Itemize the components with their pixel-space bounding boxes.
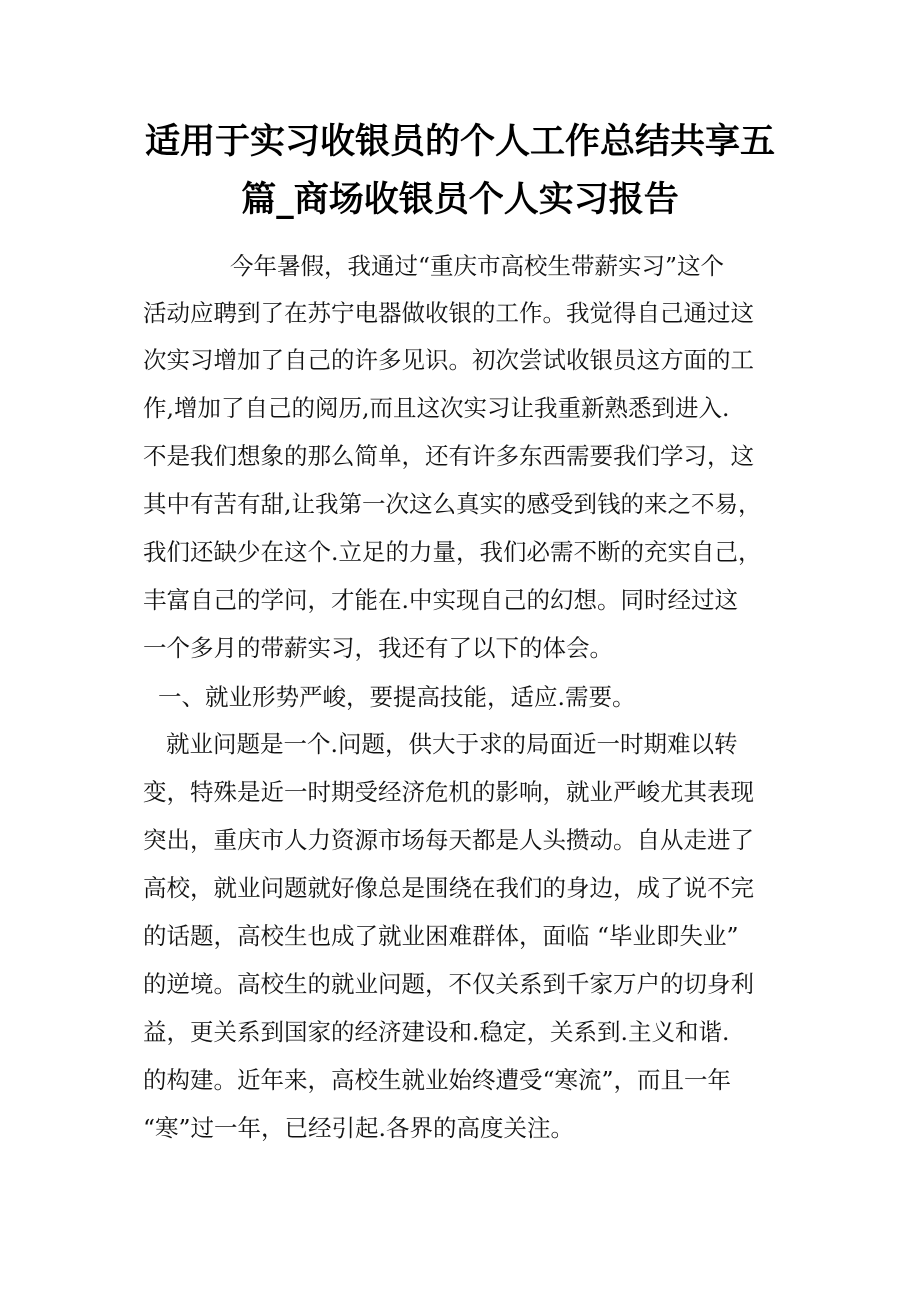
- section-heading: 一、就业形势严峻，要提高技能，适应.需要。: [158, 683, 636, 711]
- paragraph-line: 丰富自己的学问，才能在.中实现自己的幻想。同时经过这: [143, 586, 738, 614]
- paragraph-line: 突出，重庆市人力资源市场每天都是人头攒动。自从走进了: [143, 826, 754, 854]
- paragraph-line: 的构建。近年来，高校生就业始终遭受“寒流”，而且一年: [143, 1066, 732, 1094]
- paragraph-line: 高校，就业问题就好像总是围绕在我们的身边，成了说不完: [143, 874, 754, 902]
- paragraph-line: 我们还缺少在这个.立足的力量，我们必需不断的充实自己，: [143, 538, 762, 566]
- paragraph-line: 一个多月的带薪实习，我还有了以下的体会。: [143, 634, 613, 662]
- paragraph-line: 的逆境。高校生的就业问题，不仅关系到千家万户的切身利: [143, 970, 754, 998]
- paragraph-line: 不是我们想象的那么简单，还有许多东西需要我们学习，这: [143, 442, 754, 470]
- paragraph-line: 活动应聘到了在苏宁电器做收银的工作。我觉得自己通过这: [143, 299, 754, 327]
- paragraph-line: 作,增加了自己的阅历,而且这次实习让我重新熟悉到进入.: [143, 394, 730, 422]
- paragraph-line: 其中有苦有甜,让我第一次这么真实的感受到钱的来之不易，: [143, 490, 762, 518]
- paragraph-line: 的话题，高校生也成了就业困难群体，面临 “毕业即失业”: [143, 922, 739, 950]
- paragraph-line: 今年暑假，我通过“重庆市高校生带薪实习”这个: [230, 252, 725, 280]
- paragraph-line: 变，特殊是近一时期受经济危机的影响，就业严峻尤其表现: [143, 778, 754, 806]
- paragraph-line: 益，更关系到国家的经济建设和.稳定，关系到.主义和谐.: [143, 1018, 730, 1046]
- paragraph-line: “寒”过一年，已经引起.各界的高度关注。: [143, 1114, 574, 1142]
- paragraph-line: 次实习增加了自己的许多见识。初次尝试收银员这方面的工: [143, 346, 754, 374]
- paragraph-line: 就业问题是一个.问题，供大于求的局面近一时期难以转: [166, 730, 738, 758]
- document-title-line-2: 篇_商场收银员个人实习报告: [241, 180, 679, 220]
- document-title-line-1: 适用于实习收银员的个人工作总结共享五: [144, 122, 775, 162]
